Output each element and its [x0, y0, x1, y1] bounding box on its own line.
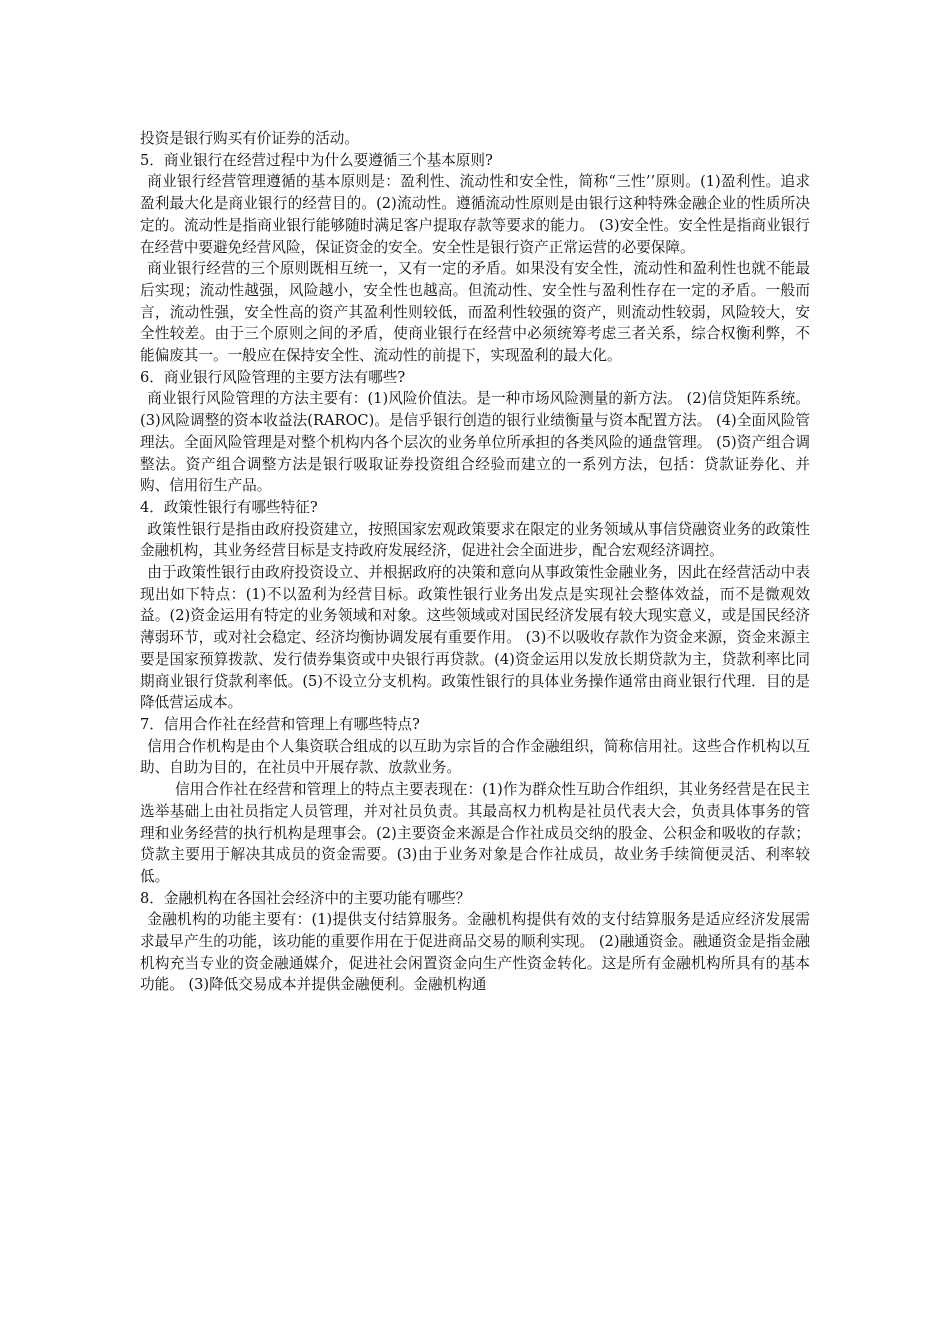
answer-paragraph: 信用合作机构是由个人集资联合组成的以互助为宗旨的合作金融组织，简称信用社。这些合作机构以互助、自助为目的，在社员中开展存款、放款业务。	[140, 737, 810, 777]
answer-paragraph: 商业银行经营管理遵循的基本原则是：盈利性、流动性和安全性，简称“三性’’原则。(1)盈利性。追求盈利最大化是商业银行的经营目的。(2)流动性。遵循流动性原则是由银行这种特殊金融企业的性质所决定的。流动性是指商业银行能够随时满足客户提取存款等要求的能力。 (3)安全性。安全性是指商业银行在经营中要避免经营风险，保证资金的安全。安全性是银行资产正常运营的必要保障。	[140, 173, 810, 256]
question-heading: 8．金融机构在各国社会经济中的主要功能有哪些？	[140, 889, 471, 907]
answer-paragraph: 信用合作社在经营和管理上的特点主要表现在：(1)作为群众性互助合作组织，其业务经营是在民主选举基础上由社员指定人员管理，并对社员负责。其最高权力机构是社员代表大会，负责具体事务的管理和业务经营的执行机构是理事会。(2)主要资金来源是合作社成员交纳的股金、公积金和吸收的存款；贷款主要用于解决其成员的资金需要。(3)由于业务对象是合作社成员，故业务手续简便灵活、利率较低。	[140, 781, 810, 885]
answer-paragraph: 商业银行风险管理的方法主要有：(1)风险价值法。是一种市场风险测量的新方法。 (2)信贷矩阵系统。 (3)风险调整的资本收益法(RAROC)。是信乎银行创造的银行业绩衡量与资本配置方法。 (4)全面风险管理法。全面风险管理是对整个机构内各个层次的业务单位所承担的各类风险的通盘管理。 (5)资产组合调整法。资产组合调整方法是银行吸取证券投资组合经验而建立的一系列方法，包括：贷款证券化、并购、信用衍生产品。	[140, 390, 810, 495]
answer-paragraph: 政策性银行是指由政府投资建立，按照国家宏观政策要求在限定的业务领域从事信贷融资业务的政策性金融机构，其业务经营目标是支持政府发展经济，促进社会全面进步，配合宏观经济调控。	[140, 520, 810, 560]
question-heading: 7．信用合作社在经营和管理上有哪些特点?	[140, 715, 420, 733]
answer-paragraph: 商业银行经营的三个原则既相互统一，又有一定的矛盾。如果没有安全性，流动性和盈利性也就不能最后实现；流动性越强，风险越小，安全性也越高。但流动性、安全性与盈利性存在一定的矛盾。一般而言，流动性强，安全性高的资产其盈利性则较低，而盈利性较强的资产，则流动性较弱，风险较大，安全性较差。由于三个原则之间的矛盾，使商业银行在经营中必须统筹考虑三者关系，综合权衡利弊，不能偏废其一。一般应在保持安全性、流动性的前提下，实现盈利的最大化。	[140, 260, 810, 365]
paragraph: 投资是银行购买有价证券的活动。	[140, 130, 359, 147]
document-page	[140, 128, 810, 996]
question-heading: 6．商业银行风险管理的主要方法有哪些?	[140, 368, 406, 386]
answer-paragraph: 由于政策性银行由政府投资设立、并根据政府的决策和意向从事政策性金融业务，因此在经营活动中表现出如下特点：(1)不以盈利为经营目标。政策性银行业务出发点是实现社会整体效益，而不是微观效益。(2)资金运用有特定的业务领域和对象。这些领域或对国民经济发展有较大现实意义，或是国民经济薄弱环节，或对社会稳定、经济均衡协调发展有重要作用。 (3)不以吸收存款作为资金来源，资金来源主要是国家预算拨款、发行债券集资或中央银行再贷款。(4)资金运用以发放长期贷款为主，贷款利率比同期商业银行贷款利率低。(5)不设立分支机构。政策性银行的具体业务操作通常由商业银行代理．目的是降低营运成本。	[140, 564, 810, 712]
answer-paragraph: 金融机构的功能主要有：(1)提供支付结算服务。金融机构提供有效的支付结算服务是适应经济发展需求最早产生的功能，该功能的重要作用在于促进商品交易的顺利实现。 (2)融通资金。融通资金是指金融机构充当专业的资金融通媒介，促进社会闲置资金向生产性资金转化。这是所有金融机构所具有的基本功能。 (3)降低交易成本并提供金融便利。金融机构通	[140, 911, 810, 994]
question-heading: 5．商业银行在经营过程中为什么要遵循三个基本原则?	[140, 151, 493, 169]
question-heading: 4．政策性银行有哪些特征?	[140, 498, 318, 516]
